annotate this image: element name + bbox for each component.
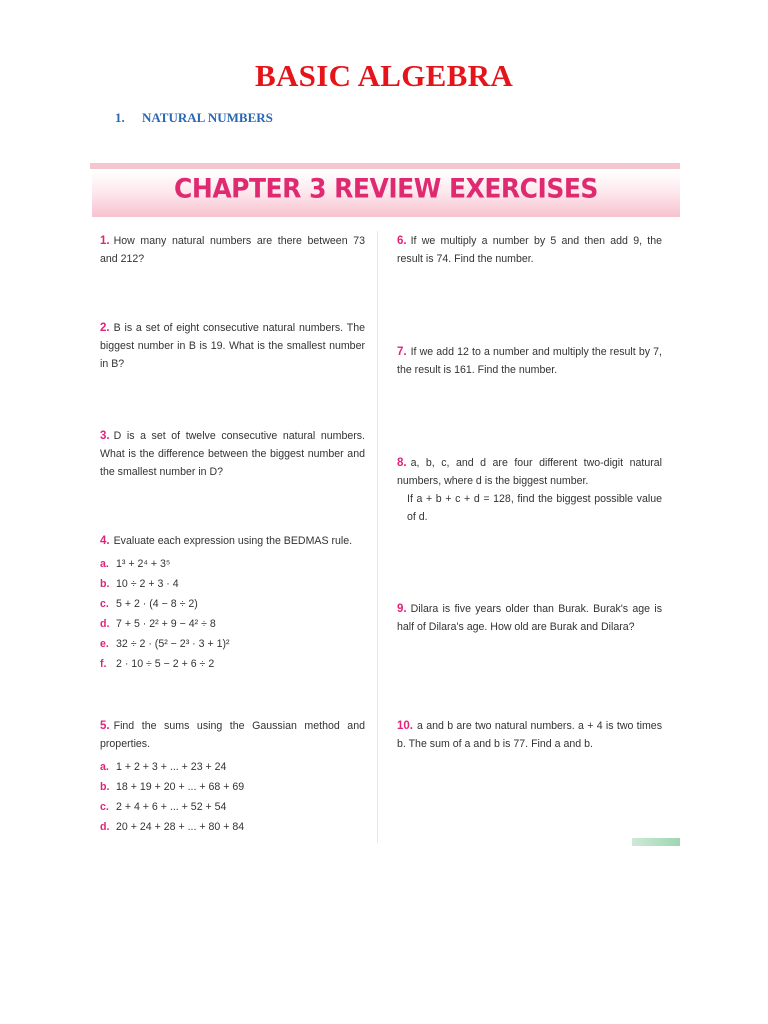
item-expression: 18 + 19 + 20 + ... + 68 + 69 [116, 781, 245, 793]
exercise-number: 6. [397, 235, 407, 247]
item-letter: a. [100, 558, 109, 570]
exercise-item [100, 757, 365, 777]
exercise-1 [100, 232, 365, 268]
exercise-number: 10. [397, 720, 413, 732]
item-letter: d. [100, 618, 110, 630]
exercise-text: a and b are two natural numbers. a + 4 is two times b. The sum of a and b is 77. Find a and b. [397, 720, 662, 750]
exercise-text: B is a set of eight consecutive natural numbers. The biggest number in B is 19. What is the smallest number in B? [100, 322, 365, 370]
item-expression: 2 · 10 ÷ 5 − 2 + 6 ÷ 2 [116, 658, 215, 670]
exercise-item [100, 777, 365, 797]
exercise-2 [100, 319, 365, 373]
exercise-number: 1. [100, 235, 110, 247]
item-expression: 20 + 24 + 28 + ... + 80 + 84 [116, 821, 245, 833]
item-letter: e. [100, 638, 109, 650]
chapter-banner-title: CHAPTER 3 REVIEW EXERCISES [174, 172, 598, 205]
item-expression: 1 + 2 + 3 + ... + 23 + 24 [116, 761, 227, 773]
exercise-item [100, 614, 365, 634]
exercise-text: Dilara is five years older than Burak. Burak's age is half of Dilara's age. How old are Burak and Dilara? [397, 603, 662, 633]
exercise-number: 8. [397, 457, 407, 469]
exercise-5 [100, 717, 365, 837]
item-expression: 7 + 5 · 2² + 9 − 4² ÷ 8 [116, 618, 216, 630]
item-expression: 2 + 4 + 6 + ... + 52 + 54 [116, 801, 227, 813]
banner-stripe [90, 163, 680, 169]
item-expression: 32 ÷ 2 · (5² − 2³ · 3 + 1)² [116, 638, 230, 650]
exercise-text: D is a set of twelve consecutive natural numbers. What is the difference between the biggest number and the smallest number in D? [100, 430, 365, 478]
exercise-items [100, 757, 365, 837]
document-title: BASIC ALGEBRA [255, 58, 513, 93]
item-expression: 5 + 2 · (4 − 8 ÷ 2) [116, 598, 198, 610]
exercise-item [100, 654, 365, 674]
exercise-number: 9. [397, 603, 407, 615]
exercise-text-continued: If a + b + c + d = 128, find the biggest possible value of d. [407, 493, 662, 523]
exercise-item [100, 554, 365, 574]
exercise-item [100, 634, 365, 654]
exercise-items [100, 554, 365, 674]
section-number: 1. [115, 110, 125, 125]
exercise-text: Find the sums using the Gaussian method and properties. [100, 720, 365, 750]
exercise-number: 4. [100, 535, 110, 547]
page-corner-tab [632, 838, 680, 846]
exercise-text: How many natural numbers are there between 73 and 212? [100, 235, 365, 265]
exercise-text: Evaluate each expression using the BEDMAS rule. [113, 535, 353, 547]
item-letter: a. [100, 761, 109, 773]
item-expression: 10 ÷ 2 + 3 · 4 [116, 578, 179, 590]
exercise-10 [397, 717, 662, 753]
section-title: NATURAL NUMBERS [142, 110, 273, 125]
exercise-number: 3. [100, 430, 110, 442]
exercise-9 [397, 600, 662, 636]
exercise-number: 5. [100, 720, 110, 732]
exercise-3 [100, 427, 365, 481]
chapter-review-scan [90, 163, 680, 845]
exercise-item [100, 797, 365, 817]
item-letter: f. [100, 658, 107, 670]
item-letter: b. [100, 781, 110, 793]
exercise-7 [397, 343, 662, 379]
exercise-item [100, 594, 365, 614]
exercise-4 [100, 532, 365, 674]
exercise-item [100, 574, 365, 594]
exercise-6 [397, 232, 662, 268]
item-letter: d. [100, 821, 110, 833]
exercise-text: a, b, c, and d are four different two-digit natural numbers, where d is the biggest number. [397, 457, 662, 487]
exercise-number: 2. [100, 322, 110, 334]
exercise-text: If we multiply a number by 5 and then add 9, the result is 74. Find the number. [397, 235, 662, 265]
item-letter: c. [100, 598, 109, 610]
item-letter: b. [100, 578, 110, 590]
chapter-banner [92, 171, 680, 217]
exercise-number: 7. [397, 346, 407, 358]
column-divider [377, 231, 378, 843]
exercise-text: If we add 12 to a number and multiply the result by 7, the result is 161. Find the number. [397, 346, 662, 376]
item-expression: 1³ + 2⁴ + 3⁵ [116, 558, 171, 570]
exercise-item [100, 817, 365, 837]
exercise-8 [397, 454, 662, 526]
item-letter: c. [100, 801, 109, 813]
section-heading [115, 110, 273, 126]
